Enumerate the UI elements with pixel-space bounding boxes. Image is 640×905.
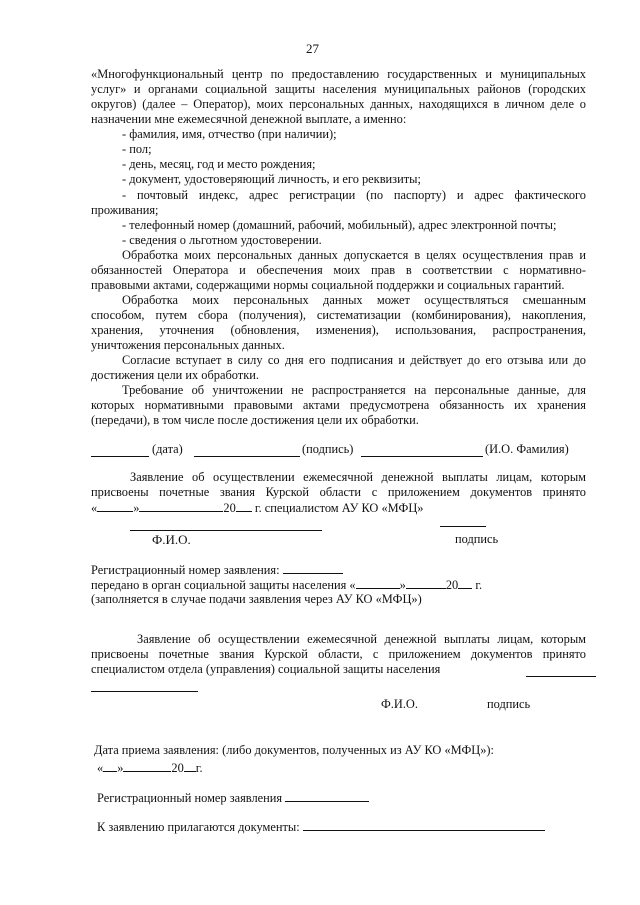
paragraph-line: Обработка моих персональных данных может осуществляться смешанным [122,293,586,307]
quote-close: » [399,578,406,592]
fio-fill-line[interactable] [130,530,322,531]
year-fill-line[interactable] [236,500,252,512]
paragraph-line: Согласие вступает в силу со дня его подписания и действует до его отзыва или до [122,353,586,367]
paragraph-line: Обработка моих персональных данных допускается в целях осуществления прав и [122,248,586,262]
year-suffix: г. [475,578,483,592]
list-item: - документ, удостоверяющий личность, и его реквизиты; [122,172,421,186]
attachments-line [97,819,545,835]
sign-label: подпись [455,532,499,546]
social-line: специалистом отдела (управления) социальной защиты населения [91,662,441,676]
consent-line: назначении мне ежемесячной денежной выплате, а именно: [91,112,407,126]
page-number: 27 [306,41,319,56]
social-line: Заявление об осуществлении ежемесячной денежной выплаты лицам, которым [137,632,586,646]
consent-line: «Многофункциональный центр по предоставлению государственных и муниципальных [91,67,586,81]
transfer-line [91,577,482,593]
paragraph-line: (передачи), в том числе после достижения цели их обработки. [91,413,419,427]
specialist-fill-line-2[interactable] [91,691,198,692]
mfc-specialist-text: г. специалистом АУ КО «МФЦ» [254,501,424,515]
name-label: (И.О. Фамилия) [485,442,569,456]
paragraph-line: достижения цели их обработки. [91,368,259,382]
paragraph-line: обязанностей Оператора и обеспечения моих прав в соответствии с нормативно- [91,263,586,277]
month-fill-line[interactable] [139,500,223,512]
signature-label: (подпись) [302,442,354,456]
reg-number-fill-line[interactable] [283,562,343,574]
year-prefix: 20 [223,501,236,515]
list-item: - фамилия, имя, отчество (при наличии); [122,127,337,141]
date-fill-line[interactable] [91,456,149,457]
sign-label: подпись [487,697,531,711]
signature-fill-line[interactable] [194,456,300,457]
paragraph-line: Требование об уничтожении не распространяется на персональные данные, для [122,383,586,397]
paragraph-line: которых нормативными правовыми актами предусмотрена обязанность их хранения [91,398,586,412]
list-item: - сведения о льготном удостоверении. [122,233,322,247]
reg-number-line [91,562,343,578]
reception-month-fill-line[interactable] [123,760,171,772]
date-label: (дата) [152,442,183,456]
transfer-year-fill-line[interactable] [458,577,472,589]
fio-label: Ф.И.О. [381,697,418,711]
paragraph-line: уничтожения персональных данных. [91,338,285,352]
list-item: - день, месяц, год и место рождения; [122,157,316,171]
consent-line: округов) (далее – Оператор), моих персональных данных, находящихся в личном деле о [91,97,586,111]
mfc-line: Заявление об осуществлении ежемесячной денежной выплаты лицам, которым [130,470,586,484]
reception-date-label: Дата приема заявления: (либо документов, полученных из АУ КО «МФЦ»): [94,743,495,757]
paragraph-line: правовыми актами, содержащими нормы социальной поддержки и социальных гарантий. [91,278,565,292]
day-fill-line[interactable] [97,500,133,512]
paragraph-line: способом, путем сбора (получения), систематизации (комбинирования), накопления, [91,308,586,322]
specialist-fill-line[interactable] [526,676,596,677]
year-prefix: 20 [171,761,184,775]
list-item: - телефонный номер (домашний, рабочий, мобильный), адрес электронной почты; [122,218,557,232]
attachments-label: К заявлению прилагаются документы: [97,820,300,834]
reception-year-fill-line[interactable] [184,760,196,772]
name-fill-line[interactable] [361,456,483,457]
reception-reg-fill-line[interactable] [285,790,369,802]
quote-close: » [133,501,140,515]
mfc-line: присвоены почетные звания Курской области с приложением документов принято [91,485,586,499]
year-prefix: 20 [445,578,459,592]
transfer-day-fill-line[interactable] [356,577,400,589]
reg-number-label: Регистрационный номер заявления: [91,563,280,577]
transfer-label: передано в орган социальной защиты населения « [91,578,356,592]
quote-close: » [117,761,124,775]
reception-date-line [97,760,203,776]
reception-reg-line [97,790,369,806]
quote-open: « [91,501,98,515]
fio-label: Ф.И.О. [152,532,191,547]
sign-fill-line[interactable] [440,526,486,527]
consent-line: услуг» и органами социальной защиты населения муниципальных районов (городских [91,82,586,96]
list-item: проживания; [91,203,159,217]
paragraph-line: хранения, уточнения (обновления, изменения), использования, распространения, [91,323,586,337]
list-item: - пол; [122,142,152,156]
list-item: - почтовый индекс, адрес регистрации (по паспорту) и адрес фактического [122,188,586,202]
attachments-fill-line[interactable] [303,819,545,831]
quote-open: « [97,761,104,775]
transfer-note: (заполняется в случае подачи заявления через АУ КО «МФЦ») [91,592,422,606]
social-line: присвоены почетные звания Курской области, с приложением документов принято [91,647,586,661]
mfc-date-line [91,500,423,516]
reception-reg-label: Регистрационный номер заявления [97,791,283,805]
transfer-month-fill-line[interactable] [406,577,446,589]
year-suffix: г. [195,761,203,775]
reception-day-fill-line[interactable] [103,760,117,772]
